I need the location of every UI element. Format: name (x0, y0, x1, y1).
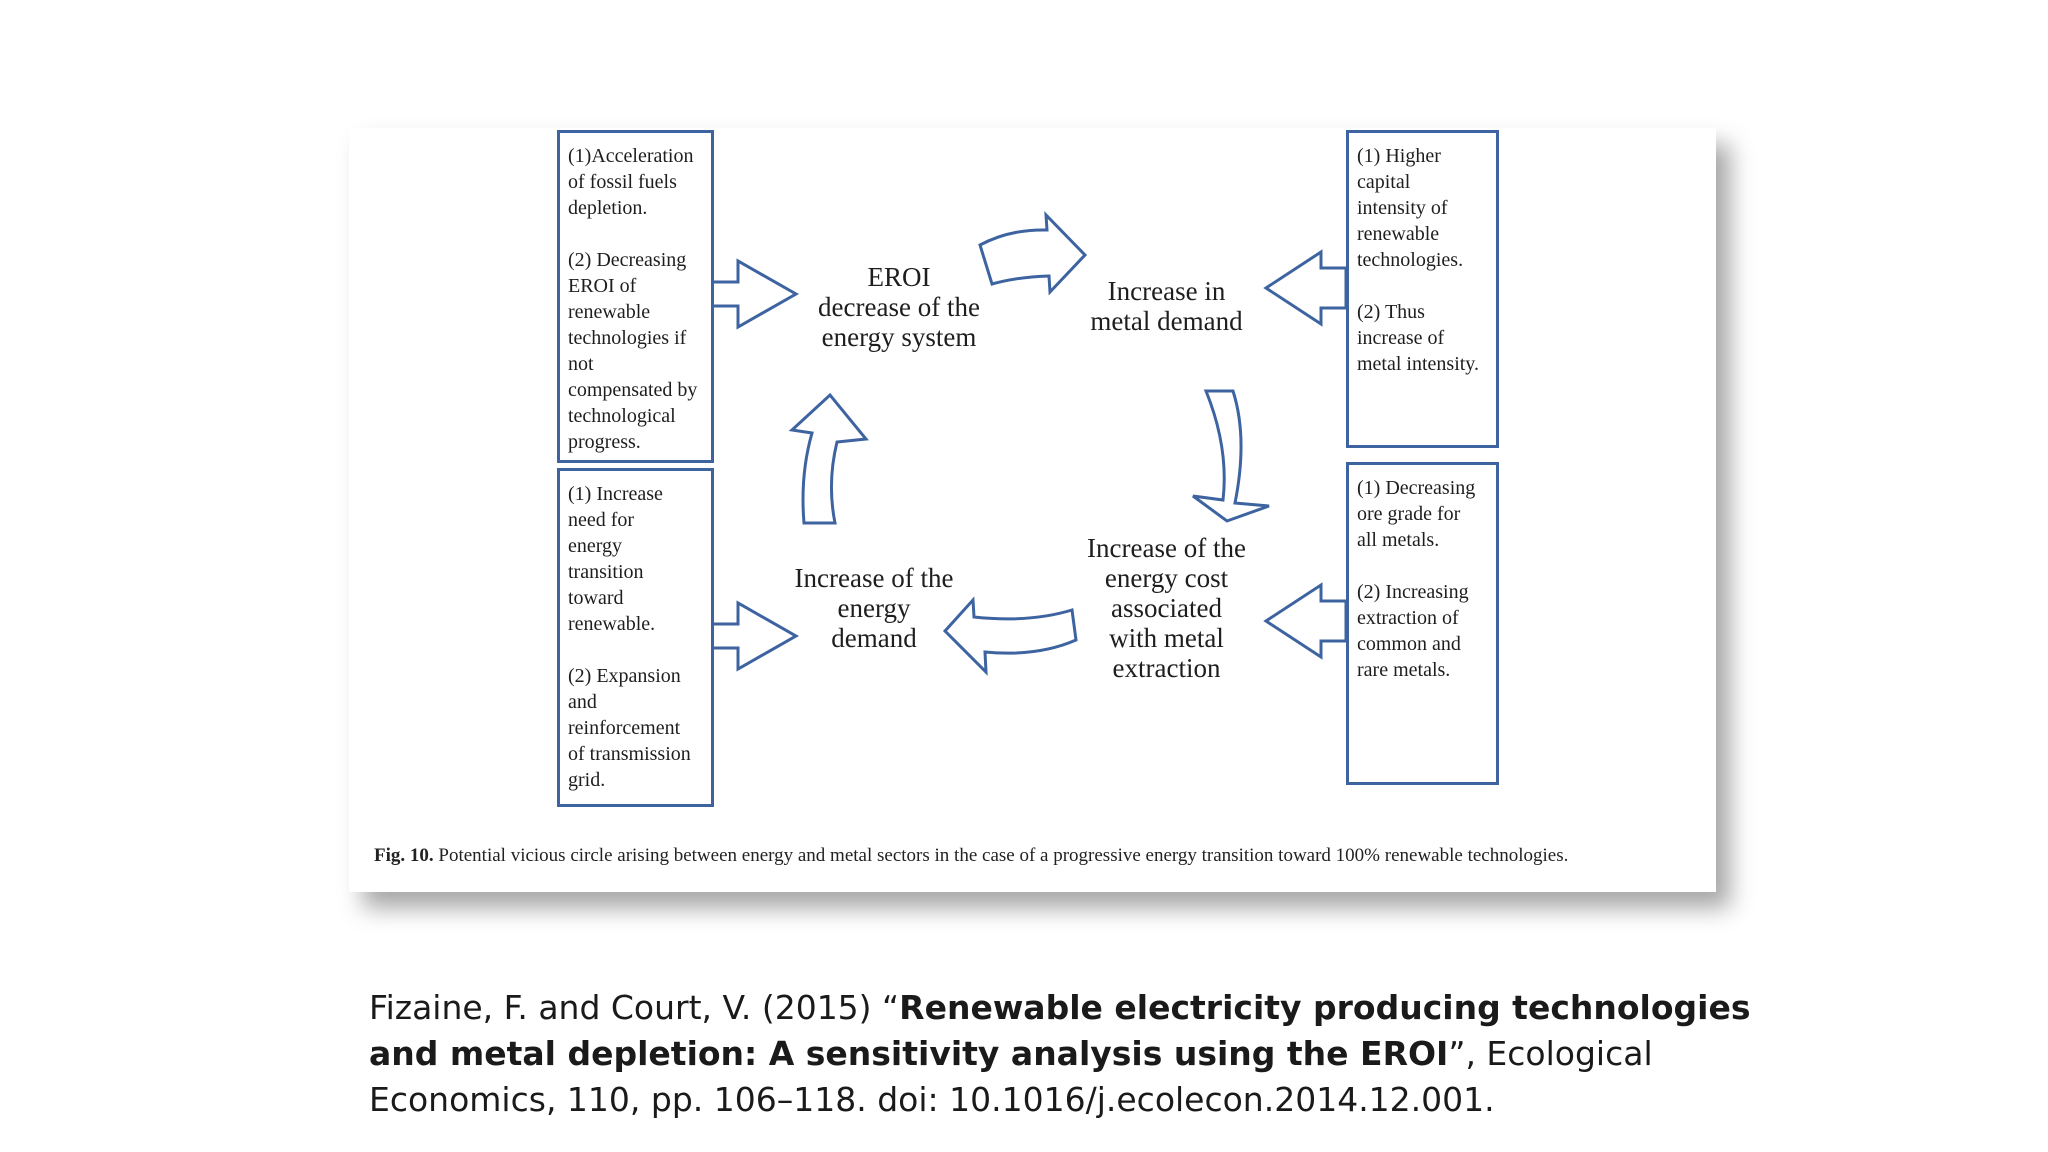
figure-caption (374, 845, 1704, 867)
box-capital-intensity-point-1: (1) Higher capital intensity of renewable technologies. (1357, 145, 1464, 271)
arrow-box-to-eroi (712, 261, 796, 327)
figure-caption-text: Potential vicious circle arising between energy and metal sectors in the case of a progressive energy transition toward 100% renewable technologies. (433, 845, 1569, 866)
box-energy-transition (557, 468, 714, 807)
box-capital-intensity-point-2: (2) Thus increase of metal intensity. (1357, 301, 1480, 375)
box-energy-transition-point-1: (1) Increase need for energy transition toward renewable. (568, 483, 663, 635)
box-capital-intensity (1346, 130, 1499, 448)
arrow-box-to-energy-cost (1266, 585, 1346, 657)
box-fossil-depletion-point-1: (1)Acceleration of fossil fuels depletion. (568, 145, 694, 219)
citation-title: Renewable electricity producing technologies and metal depletion: A sensitivity analysis using the EROI (369, 988, 1751, 1073)
box-ore-grade-point-2: (2) Increasing extraction of common and rare metals. (1357, 581, 1469, 681)
box-fossil-depletion-point-2: (2) Decreasing EROI of renewable technologies if not compensated by technological progress. (568, 249, 698, 453)
arrow-box-to-metal-demand (1266, 252, 1346, 324)
box-ore-grade-point-1: (1) Decreasing ore grade for all metals. (1357, 477, 1476, 551)
box-energy-transition-point-2: (2) Expansion and reinforcement of transmission grid. (568, 665, 691, 791)
node-energy-cost: Increase of the energy cost associated with metal extraction (1087, 533, 1246, 683)
box-fossil-depletion (557, 130, 714, 463)
citation-details: ”, Ecological Economics, 110, pp. 106–118. doi: 10.1016/j.ecolecon.2014.12.001. (369, 1034, 1653, 1119)
curved-arrow-energy-demand-to-eroi (792, 395, 866, 523)
citation (369, 985, 1769, 1123)
diagram-arrows (349, 128, 1716, 892)
box-ore-grade (1346, 462, 1499, 785)
figure-panel (349, 128, 1716, 892)
citation-authors: Fizaine, F. and Court, V. (2015) “ (369, 988, 900, 1027)
curved-arrow-metal-demand-to-energy-cost (1193, 391, 1269, 521)
figure-caption-label: Fig. 10. (374, 845, 434, 866)
node-energy-demand: Increase of the energy demand (794, 563, 954, 653)
node-eroi-decrease: EROI decrease of the energy system (818, 262, 980, 352)
node-metal-demand: Increase in metal demand (1090, 276, 1243, 336)
